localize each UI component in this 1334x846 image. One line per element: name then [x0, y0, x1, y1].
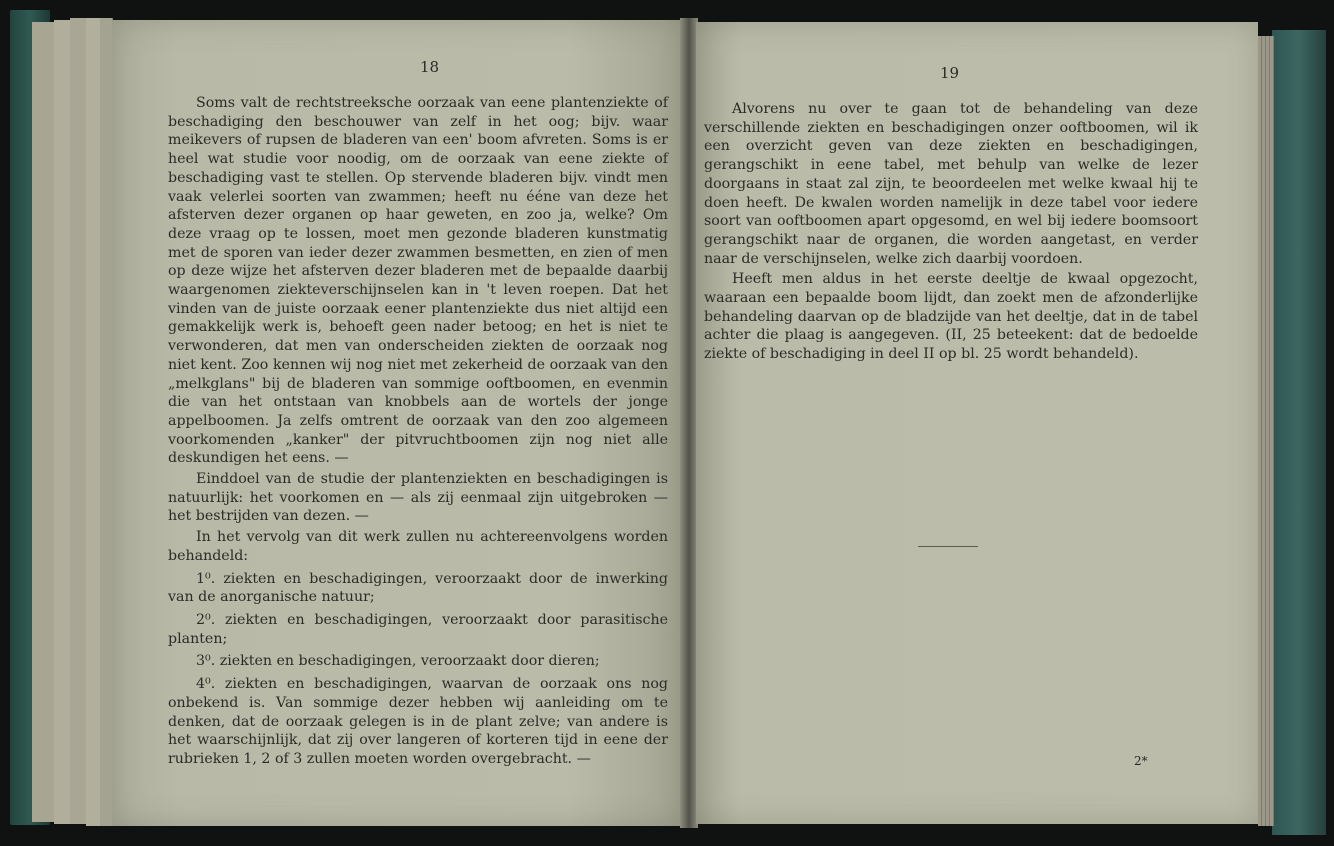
- left-page: [112, 20, 682, 826]
- right-cover: [1272, 30, 1326, 835]
- left-page-edge-4: [86, 18, 101, 826]
- paragraph: In het vervolg van dit werk zullen nu achtereenvolgens worden behandeld:: [168, 529, 668, 564]
- list-item: 1⁰. ziekten en beschadigingen, veroorzaakt door de inwerking van de anorganische natuur;: [168, 570, 668, 606]
- left-page-edge-3: [70, 18, 87, 824]
- paragraph: Heeft men aldus in het eerste deeltje de kwaal opgezocht, waaraan een bepaalde boom lijdt, dan zoekt men de afzonderlijke behandeling daarvan op de bladzijde van het deeltje, dat in de tabel achter die plaag is aangegeven. (II, 25 beteekent: dat de bedoelde ziekte of beschadiging in deel II op bl. 25 wordt behandeld).: [704, 271, 1198, 363]
- right-page: [696, 22, 1258, 824]
- paragraph: Soms valt de rechtstreeksche oorzaak van eene plantenziekte of beschadiging den beschouwer van zelf in het oog; bijv. waar meikevers of rupsen de bladeren van een' boom afvreten. Soms is er heel wat studie voor noodig, om de oorzaak van eene ziekte of beschadiging vast te stellen. Op stervende bladeren bijv. vindt men vaak velerlei soorten van zwammen; heeft nu ééne van deze het afsterven dezer organen op haar geweten, en zoo ja, welke? Om deze vraag op te lossen, moet men gezonde bladeren kunstmatig met de sporen van ieder dezer zwammen besmetten, en zien of men op deze wijze het afsterven dezer bladeren met de bepaalde daarbij waargenomen ziekteverschijnselen kan in 't leven roepen. Dat het vinden van de juiste oorzaak eener plantenziekte dus niet altijd een gemakkelijk werk is, behoeft geen nader betoog; en het is niet te verwonderen, dat men van onderscheiden ziekten de oorzaak nog niet kent. Zoo kennen wij nog niet met zekerheid de oorzaak van den „melkglans" bij de bladeren van sommige ooftboomen, en evenmin die van het ontstaan van knobbels aan de wortels der jonge appelboomen. Ja zelfs omtrent de oorzaak van den zoo algemeen voorkomenden „kanker" der pitvruchtboomen zijn nog niet alle deskundigen het eens. —: [168, 95, 668, 467]
- left-page-edges: [32, 22, 55, 822]
- list-item: 4⁰. ziekten en beschadigingen, waarvan de oorzaak ons nog onbekend is. Van sommige dezer hebben wij aanleiding om te denken, dat de oorzaak gelegen is in de plant zelve; van andere is het waarschijnlijk, dat zij over langeren of korteren tijd in eene der rubrieken 1, 2 of 3 zullen moeten worden overgebracht. —: [168, 676, 668, 767]
- paragraph: Alvorens nu over te gaan tot de behandeling van deze verschillende ziekten en beschadigingen onzer ooftboomen, wil ik een overzicht geven van deze ziekten en beschadigingen, gerangschikt in eene tabel, met behulp van welke de lezer doorgaans in staat zal zijn, te beoordeelen met welke kwaal hij te doen heeft. De kwalen worden namelijk in deze tabel voor iedere soort van ooftboomen apart opgesomd, en wel bij iedere boomsoort gerangschikt naar de organen, die worden aangetast, en verder naar de verschijnselen, welke zich daarbij voordoen.: [704, 101, 1198, 267]
- right-page-edges: [1258, 36, 1274, 826]
- section-rule: [918, 546, 978, 547]
- page-number-right: 19: [940, 64, 960, 82]
- paragraph: Einddoel van de studie der plantenziekten en beschadigingen is natuurlijk: het voorkomen en — als zij eenmaal zijn uitgebroken — het bestrijden van dezen. —: [168, 471, 668, 525]
- right-page-text: [704, 100, 1198, 364]
- page-number-left: 18: [420, 58, 440, 76]
- signature-mark: 2*: [1134, 754, 1148, 768]
- list-item: 3⁰. ziekten en beschadigingen, veroorzaakt door dieren;: [196, 653, 600, 670]
- list-item: 2⁰. ziekten en beschadigingen, veroorzaakt door parasitische planten;: [168, 611, 668, 647]
- left-page-edge-2: [54, 20, 71, 824]
- left-page-text: [168, 94, 668, 769]
